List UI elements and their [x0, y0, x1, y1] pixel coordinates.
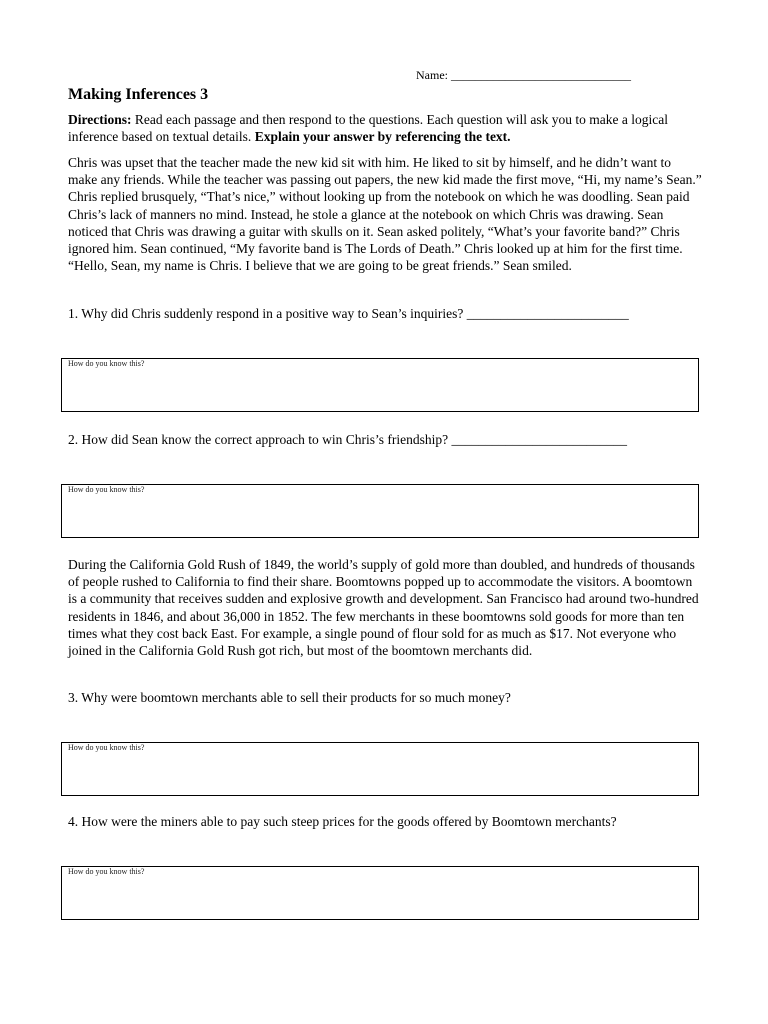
answer-box-1[interactable] — [61, 358, 699, 412]
answer-box-4[interactable] — [61, 866, 699, 920]
answer-box-label: How do you know this? — [68, 485, 145, 494]
answer-box-label: How do you know this? — [68, 359, 145, 368]
passage-chris-sean: Chris was upset that the teacher made the new kid sit with him. He liked to sit by himself, and he didn’t want to make any friends. While the teacher was passing out papers, the new kid made the first move, “Hi, my name’s Sean.” Chris replied brusquely, “That’s nice,” without looking up from the notebook on which he was doodling. Sean paid Chris’s lack of manners no mind. Instead, he stole a glance at the notebook on which Chris was drawing. Sean noticed that Chris was drawing a guitar with skulls on it. Sean asked politely, “What’s your favorite band?” Chris ignored him. Sean continued, “My favorite band is The Lords of Death.” Chris looked up at him for the first time. “Hello, Sean, my name is Chris. I believe that we are going to be great friends.” Sean smiled. — [68, 155, 702, 274]
question-1: 1. Why did Chris suddenly respond in a positive way to Sean’s inquiries? ________________________ — [68, 306, 629, 321]
directions — [68, 111, 702, 145]
question-4: 4. How were the miners able to pay such steep prices for the goods offered by Boomtown merchants? — [68, 814, 617, 829]
directions-text: Read each passage and then respond to the questions. Each question will ask you to make a logical inference based on textual details. — [68, 112, 668, 144]
question-3: 3. Why were boomtown merchants able to sell their products for so much money? — [68, 690, 511, 705]
answer-box-2[interactable] — [61, 484, 699, 538]
name-field-line[interactable]: Name: ______________________________ — [416, 68, 631, 82]
answer-box-label: How do you know this? — [68, 743, 145, 752]
question-2: 2. How did Sean know the correct approach to win Chris’s friendship? __________________________ — [68, 432, 628, 447]
worksheet-title: Making Inferences 3 — [68, 86, 209, 103]
answer-box-3[interactable] — [61, 742, 699, 796]
directions-label: Directions: — [68, 112, 132, 127]
answer-box-label: How do you know this? — [68, 867, 145, 876]
passage-gold-rush: During the California Gold Rush of 1849, the world’s supply of gold more than doubled, and hundreds of thousands of people rushed to California to find their share. Boomtowns popped up to accommodate the visitors. A boomtown is a community that receives sudden and explosive growth and development. San Francisco had around two-hundred residents in 1846, and about 36,000 in 1852. The few merchants in these boomtowns sold goods for more than ten times what they cost back East. For example, a single pound of flour sold for as much as $17. Not everyone who joined in the California Gold Rush got rich, but most of the boomtown merchants did. — [68, 557, 699, 659]
directions-emphasis: Explain your answer by referencing the text. — [254, 129, 511, 144]
